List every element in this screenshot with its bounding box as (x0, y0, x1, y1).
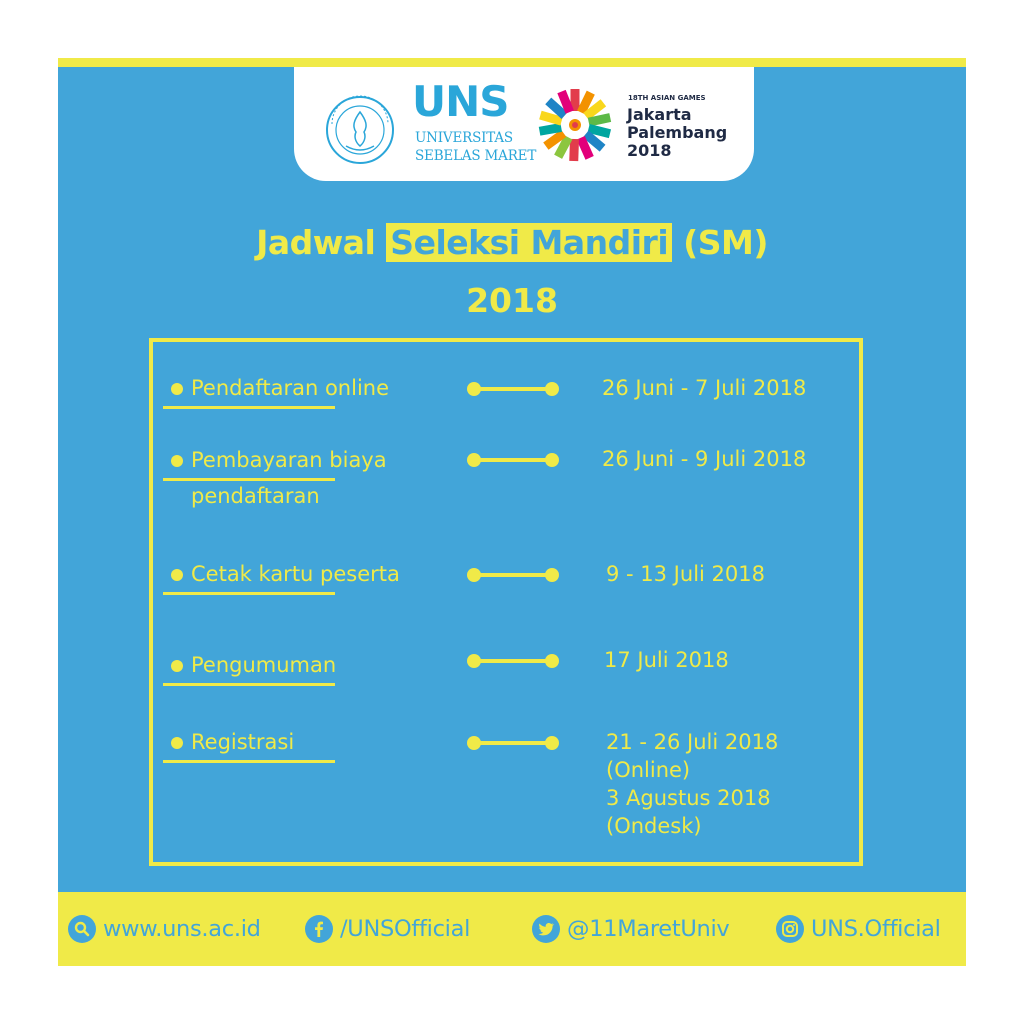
connector-line (467, 382, 559, 396)
instagram-icon (776, 915, 804, 943)
schedule-date: 3 Agustus 2018 (606, 786, 771, 810)
schedule-label: Pengumuman (191, 653, 337, 677)
connector-line (467, 453, 559, 467)
uns-wordmark: UNS (412, 77, 509, 126)
label-underline (163, 592, 335, 595)
title-highlight: Seleksi Mandiri (386, 223, 672, 262)
label-underline (163, 760, 335, 763)
bullet-icon (171, 660, 183, 672)
bullet-icon (171, 455, 183, 467)
twitter-icon (532, 915, 560, 943)
connector-line (467, 736, 559, 750)
schedule-date: 26 Juni - 7 Juli 2018 (602, 376, 807, 400)
footer-twitter[interactable] (532, 892, 729, 966)
schedule-label-cont: pendaftaran (191, 484, 320, 508)
schedule-label: Pendaftaran online (191, 376, 390, 400)
poster (58, 58, 966, 966)
asian-games-edition: 18TH ASIAN GAMES (628, 94, 706, 102)
asian-games-logo (534, 81, 616, 169)
schedule-date: (Online) (606, 758, 691, 782)
top-accent-strip (58, 58, 966, 67)
footer-instagram-text: UNS.Official (811, 916, 941, 942)
connector-line (467, 654, 559, 668)
schedule-date: (Ondesk) (606, 814, 702, 838)
title-year: 2018 (466, 281, 558, 320)
footer-website-text: www.uns.ac.id (103, 916, 261, 942)
logo-header (294, 67, 754, 181)
label-underline (163, 683, 335, 686)
footer-facebook[interactable] (305, 892, 470, 966)
schedule-date: 17 Juli 2018 (604, 648, 729, 672)
uns-seal-logo (324, 94, 396, 166)
schedule-date: 26 Juni - 9 Juli 2018 (602, 447, 807, 471)
schedule-date: 21 - 26 Juli 2018 (606, 730, 779, 754)
schedule-label: Cetak kartu peserta (191, 562, 400, 586)
bullet-icon (171, 569, 183, 581)
footer-bar (58, 892, 966, 966)
footer-facebook-text: /UNSOfficial (340, 916, 471, 942)
schedule-date: 9 - 13 Juli 2018 (606, 562, 765, 586)
footer-twitter-text: @11MaretUniv (567, 916, 730, 942)
schedule-box (149, 338, 863, 866)
bullet-icon (171, 737, 183, 749)
schedule-label: Pembayaran biaya (191, 448, 387, 472)
label-underline (163, 406, 335, 409)
bullet-icon (171, 383, 183, 395)
uns-fullname: UNIVERSITAS SEBELAS MARET (415, 130, 537, 164)
footer-instagram[interactable] (776, 892, 941, 966)
search-icon (68, 915, 96, 943)
label-underline (163, 478, 335, 481)
facebook-icon (305, 915, 333, 943)
connector-line (467, 568, 559, 582)
asian-games-cities: Jakarta Palembang 2018 (627, 105, 728, 160)
schedule-label: Registrasi (191, 730, 295, 754)
footer-website[interactable] (68, 892, 261, 966)
page-title: Jadwal Seleksi Mandiri (SM) (256, 223, 768, 262)
